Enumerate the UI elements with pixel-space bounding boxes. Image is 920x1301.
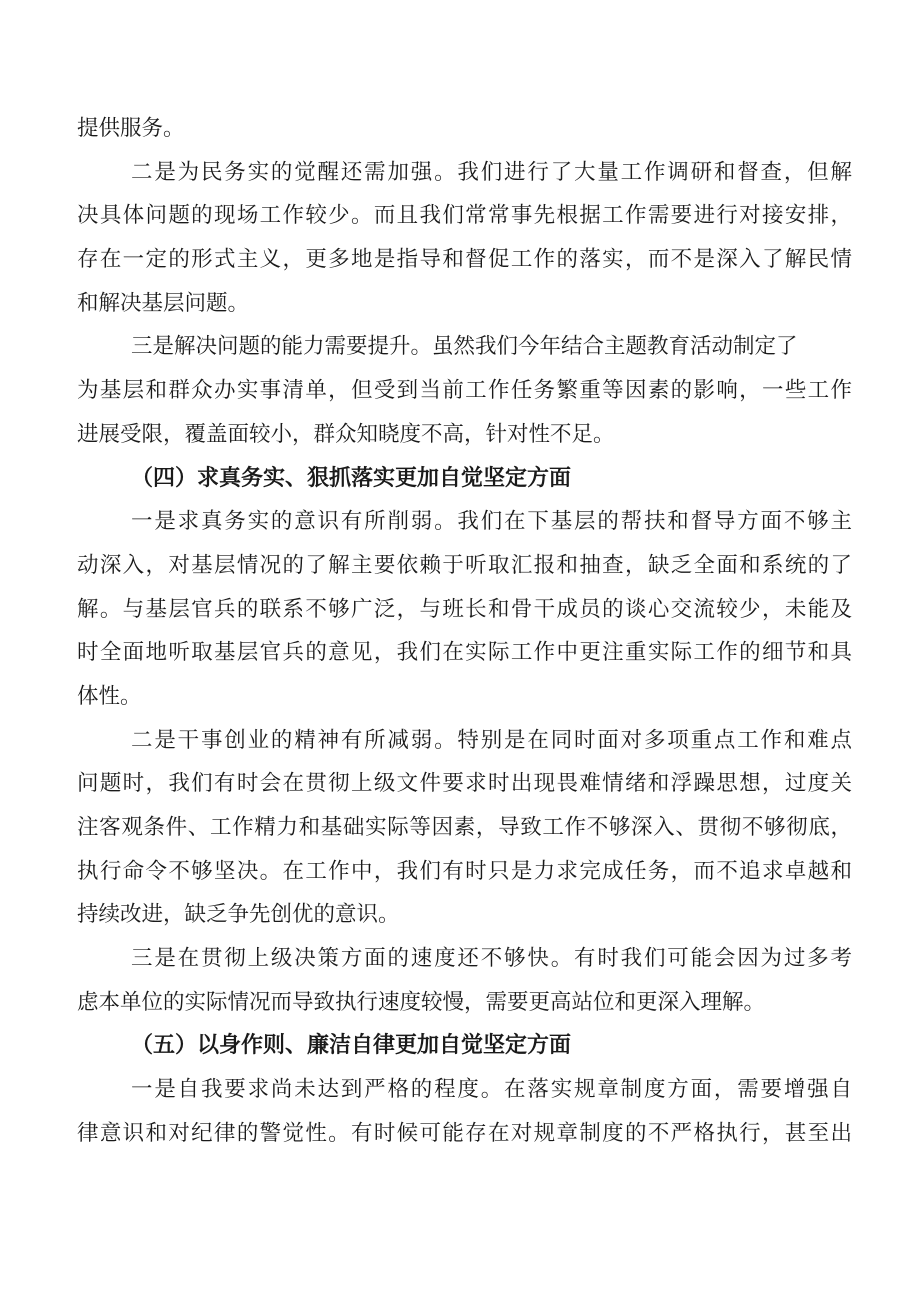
text-line: 存在一定的形式主义，更多地是指导和督促工作的落实，而不是深入了解民情 xyxy=(77,247,852,272)
text-line: 为基层和群众办实事清单，但受到当前工作任务繁重等因素的影响，一些工作 xyxy=(77,378,852,403)
text-line: 律意识和对纪律的警觉性。有时候可能存在对规章制度的不严格执行，甚至出 xyxy=(77,1121,852,1146)
section-heading-4: （四）求真务实、狠抓落实更加自觉坚定方面 xyxy=(131,466,572,491)
text-line: 时全面地听取基层官兵的意见，我们在实际工作中更注重实际工作的细节和具 xyxy=(77,640,852,665)
text-line: 和解决基层问题。 xyxy=(77,291,250,316)
text-line: 提供服务。 xyxy=(77,116,185,141)
text-line: 一是自我要求尚未达到严格的程度。在落实规章制度方面，需要增强自 xyxy=(131,1077,852,1102)
text-line: 三是解决问题的能力需要提升。虽然我们今年结合主题教育活动制定了 xyxy=(131,334,798,359)
text-line: 二是干事创业的精神有所减弱。特别是在同时面对多项重点工作和难点 xyxy=(131,728,852,753)
text-line: 持续改进，缺乏争先创优的意识。 xyxy=(77,902,400,927)
text-line: 问题时，我们有时会在贯彻上级文件要求时出现畏难情绪和浮躁思想，过度关 xyxy=(77,771,852,796)
section-heading-5: （五）以身作则、廉洁自律更加自觉坚定方面 xyxy=(131,1033,572,1058)
text-line: 进展受限，覆盖面较小，群众知晓度不高，针对性不足。 xyxy=(77,422,615,447)
text-line: 动深入，对基层情况的了解主要依赖于听取汇报和抽查，缺乏全面和系统的了 xyxy=(77,553,852,578)
text-line: 解。与基层官兵的联系不够广泛，与班长和骨干成员的谈心交流较少，未能及 xyxy=(77,597,852,622)
text-line: 体性。 xyxy=(77,684,142,709)
text-line: 一是求真务实的意识有所削弱。我们在下基层的帮扶和督导方面不够主 xyxy=(131,509,852,534)
text-line: 三是在贯彻上级决策方面的速度还不够快。有时我们可能会因为过多考 xyxy=(131,946,852,971)
text-line: 注客观条件、工作精力和基础实际等因素，导致工作不够深入、贯彻不够彻底， xyxy=(77,815,852,840)
text-line: 决具体问题的现场工作较少。而且我们常常事先根据工作需要进行对接安排， xyxy=(77,203,852,228)
text-line: 二是为民务实的觉醒还需加强。我们进行了大量工作调研和督查，但解 xyxy=(131,160,852,185)
text-line: 执行命令不够坚决。在工作中，我们有时只是力求完成任务，而不追求卓越和 xyxy=(77,859,852,884)
text-line: 虑本单位的实际情况而导致执行速度较慢，需要更高站位和更深入理解。 xyxy=(77,990,766,1015)
